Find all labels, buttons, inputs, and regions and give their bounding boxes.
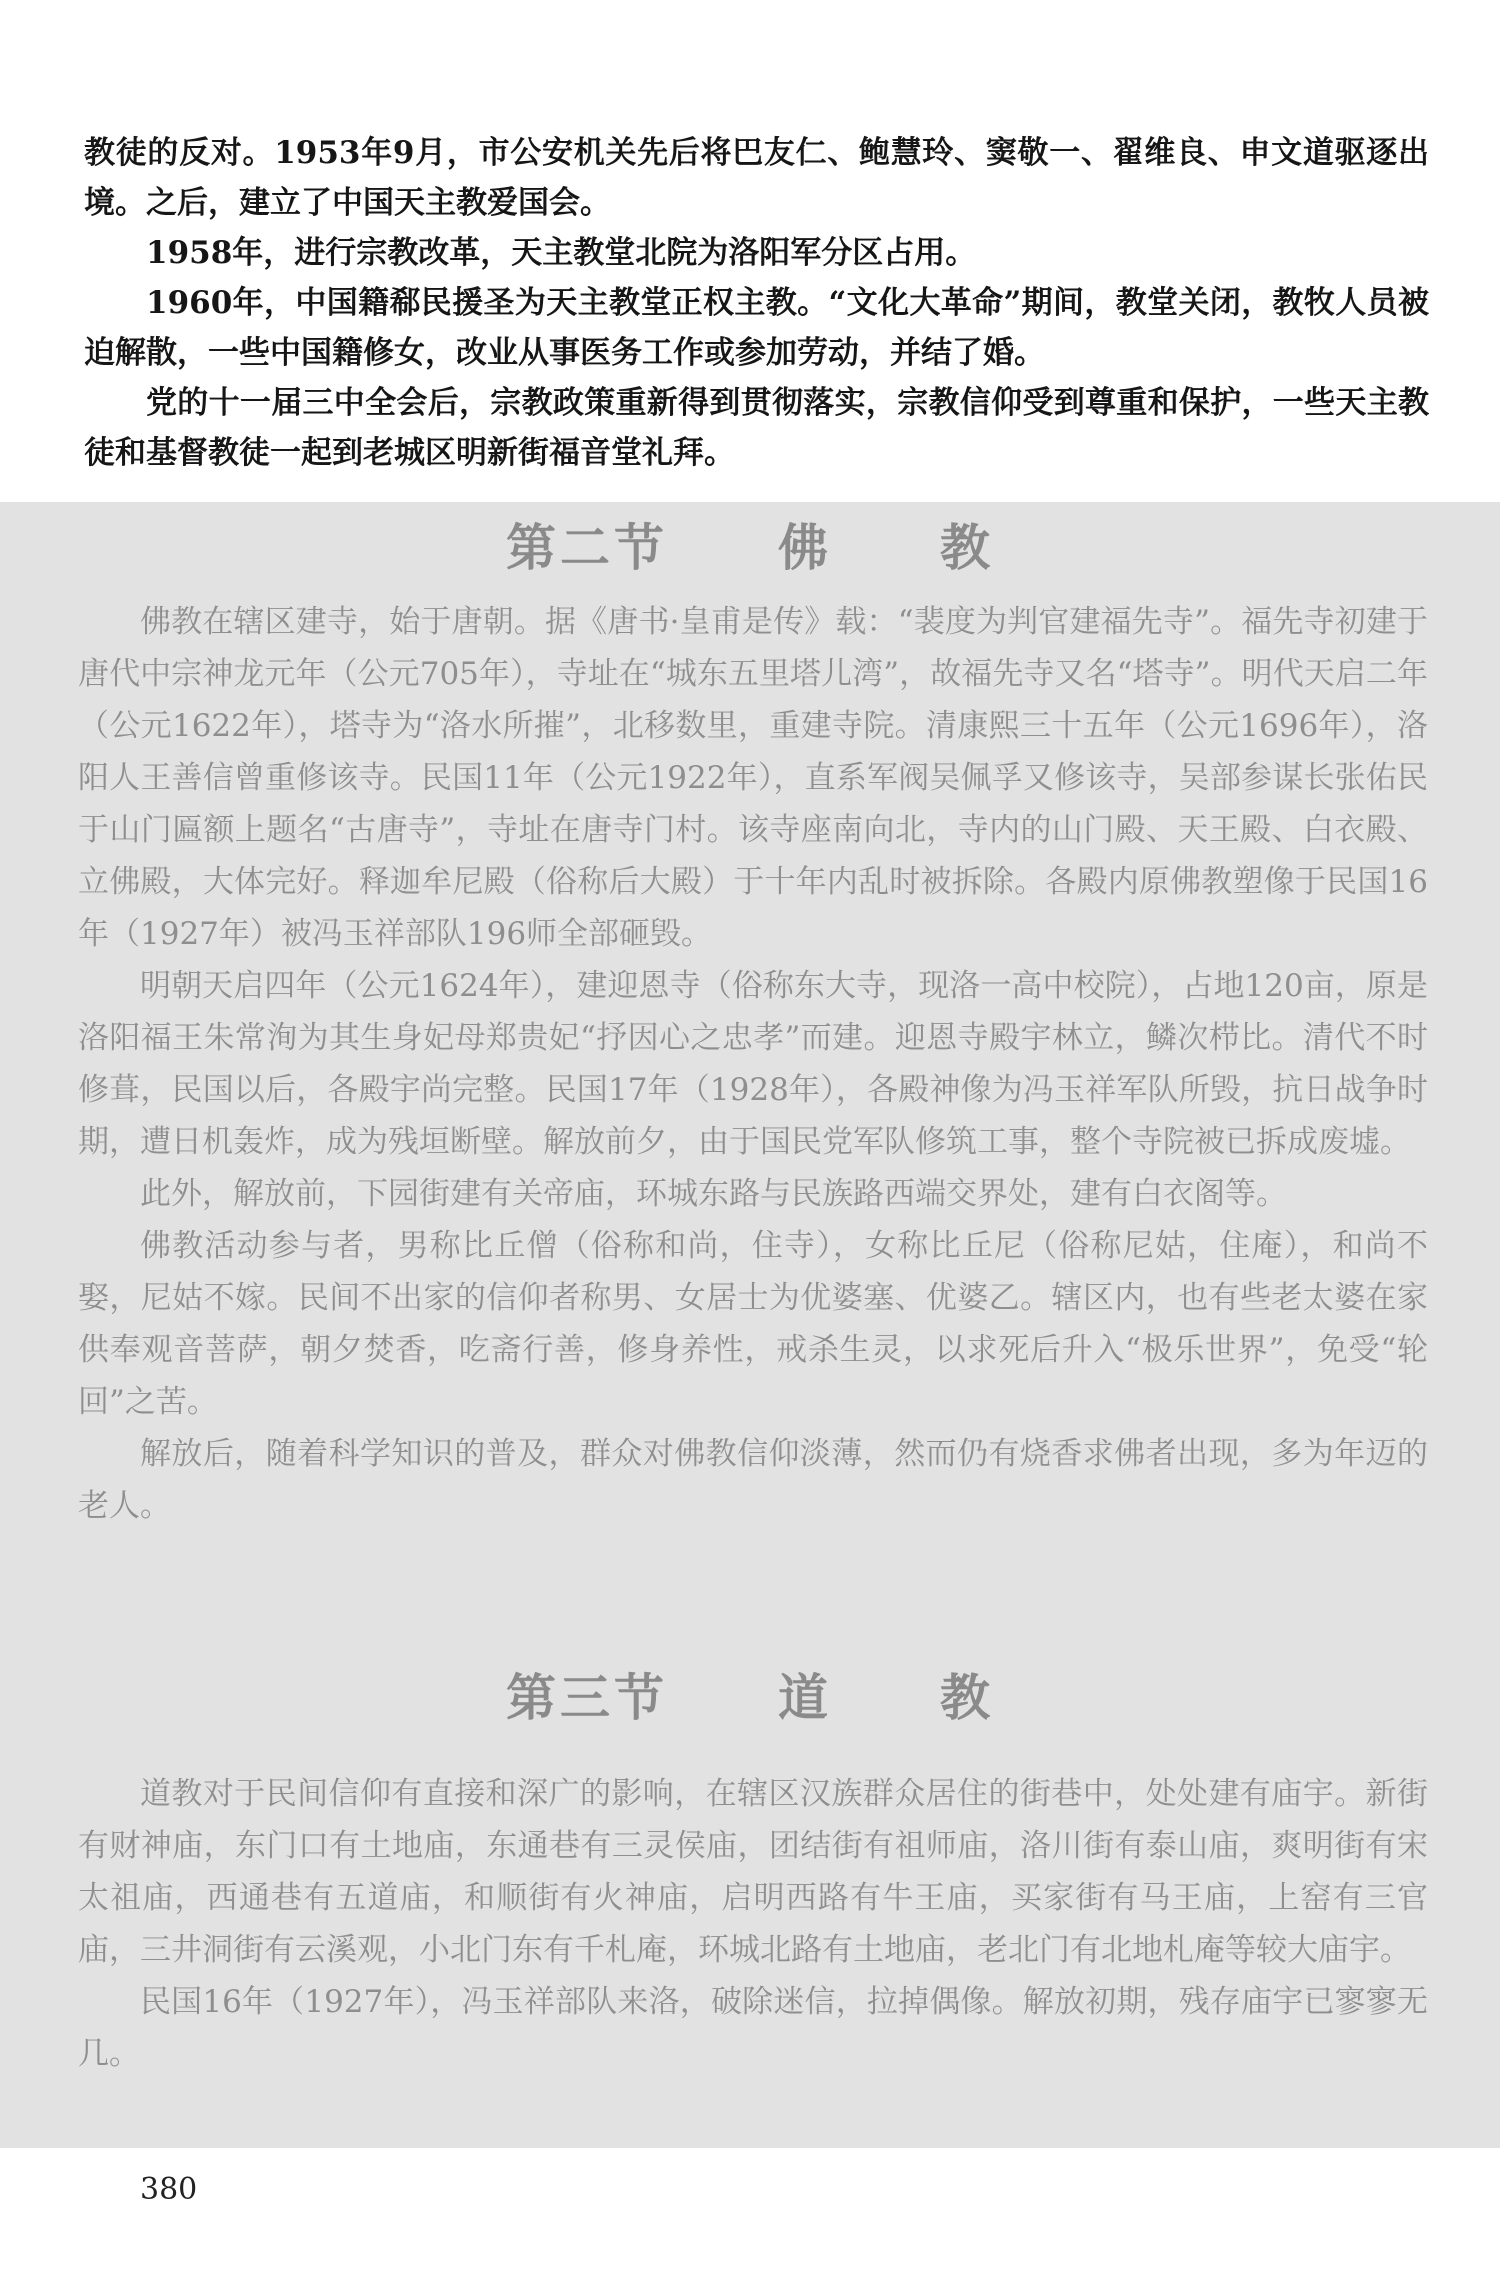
section-2-paragraph-1: 佛教在辖区建寺，始于唐朝。据《唐书·皇甫是传》载：“裴度为判官建福先寺”。福先寺初建于唐代中宗神龙元年（公元705年），寺址在“城东五里塔儿湾”，故福先寺又名“塔寺”。明代天启二年（公元1622年），塔寺为“洛水所摧”，北移数里，重建寺院。清康熙三十五年（公元1696年），洛阳人王善信曾重修该寺。民国11年（公元1922年），直系军阀吴佩孚又修该寺，吴部参谋长张佑民于山门匾额上题名“古唐寺”，寺址在唐寺门村。该寺座南向北，寺内的山门殿、天王殿、白衣殿、立佛殿，大体完好。释迦牟尼殿（俗称后大殿）于十年内乱时被拆除。各殿内原佛教塑像于民国16年（1927年）被冯玉祥部队196师全部砸毁。: [78, 604, 1428, 952]
section-2-body: [78, 596, 1428, 1532]
top-paragraph-3: 1960年，中国籍郗民援圣为天主教堂正权主教。“文化大革命”期间，教堂关闭，教牧人员被迫解散，一些中国籍修女，改业从事医务工作或参加劳动，并结了婚。: [84, 285, 1429, 371]
section-2-paragraph-4: 佛教活动参与者，男称比丘僧（俗称和尚，住寺），女称比丘尼（俗称尼姑，住庵），和尚不娶，尼姑不嫁。民间不出家的信仰者称男、女居士为优婆塞、优婆乙。辖区内，也有些老太婆在家供奉观音菩萨，朝夕焚香，吃斋行善，修身养性，戒杀生灵，以求死后升入“极乐世界”，免受“轮回”之苦。: [78, 1228, 1428, 1420]
section-3-paragraph-2: 民国16年（1927年），冯玉祥部队来洛，破除迷信，拉掉偶像。解放初期，残存庙宇已寥寥无几。: [78, 1984, 1428, 2072]
section-2-title: [0, 516, 1500, 580]
section-2-paragraph-2: 明朝天启四年（公元1624年），建迎恩寺（俗称东大寺，现洛一高中校院），占地120亩，原是洛阳福王朱常洵为其生身妃母郑贵妃“抒因心之忠孝”而建。迎恩寺殿宇林立，鳞次栉比。清代不时修葺，民国以后，各殿宇尚完整。民国17年（1928年），各殿神像为冯玉祥军队所毁，抗日战争时期，遭日机轰炸，成为残垣断壁。解放前夕，由于国民党军队修筑工事，整个寺院被已拆成废墟。: [78, 968, 1428, 1160]
section-3-name: 道 教: [778, 1668, 994, 1727]
section-2-name: 佛 教: [778, 518, 994, 577]
section-2-paragraph-5: 解放后，随着科学知识的普及，群众对佛教信仰淡薄，然而仍有烧香求佛者出现，多为年迈的老人。: [78, 1436, 1428, 1524]
section-2-number: 第二节: [506, 518, 668, 577]
section-3-number: 第三节: [506, 1668, 668, 1727]
top-text-block: [84, 128, 1429, 478]
section-3-title: [0, 1666, 1500, 1730]
top-paragraph-2: 1958年，进行宗教改革，天主教堂北院为洛阳军分区占用。: [146, 235, 977, 271]
section-2-paragraph-3: 此外，解放前，下园街建有关帝庙，环城东路与民族路西端交界处，建有白衣阁等。: [140, 1176, 1287, 1212]
section-3-body: [78, 1768, 1428, 2080]
top-paragraph-4: 党的十一届三中全会后，宗教政策重新得到贯彻落实，宗教信仰受到尊重和保护，一些天主教徒和基督教徒一起到老城区明新街福音堂礼拜。: [84, 385, 1429, 471]
page-number: 380: [140, 2172, 198, 2207]
section-3-paragraph-1: 道教对于民间信仰有直接和深广的影响，在辖区汉族群众居住的街巷中，处处建有庙宇。新街有财神庙，东门口有土地庙，东通巷有三灵侯庙，团结街有祖师庙，洛川街有泰山庙，爽明街有宋太祖庙，西通巷有五道庙，和顺街有火神庙，启明西路有牛王庙，买家街有马王庙，上窑有三官庙，三井洞街有云溪观，小北门东有千札庵，环城北路有土地庙，老北门有北地札庵等较大庙宇。: [78, 1776, 1428, 1968]
top-paragraph-1: 教徒的反对。1953年9月，市公安机关先后将巴友仁、鲍慧玲、窦敬一、翟维良、申文道驱逐出境。之后，建立了中国天主教爱国会。: [84, 135, 1429, 221]
